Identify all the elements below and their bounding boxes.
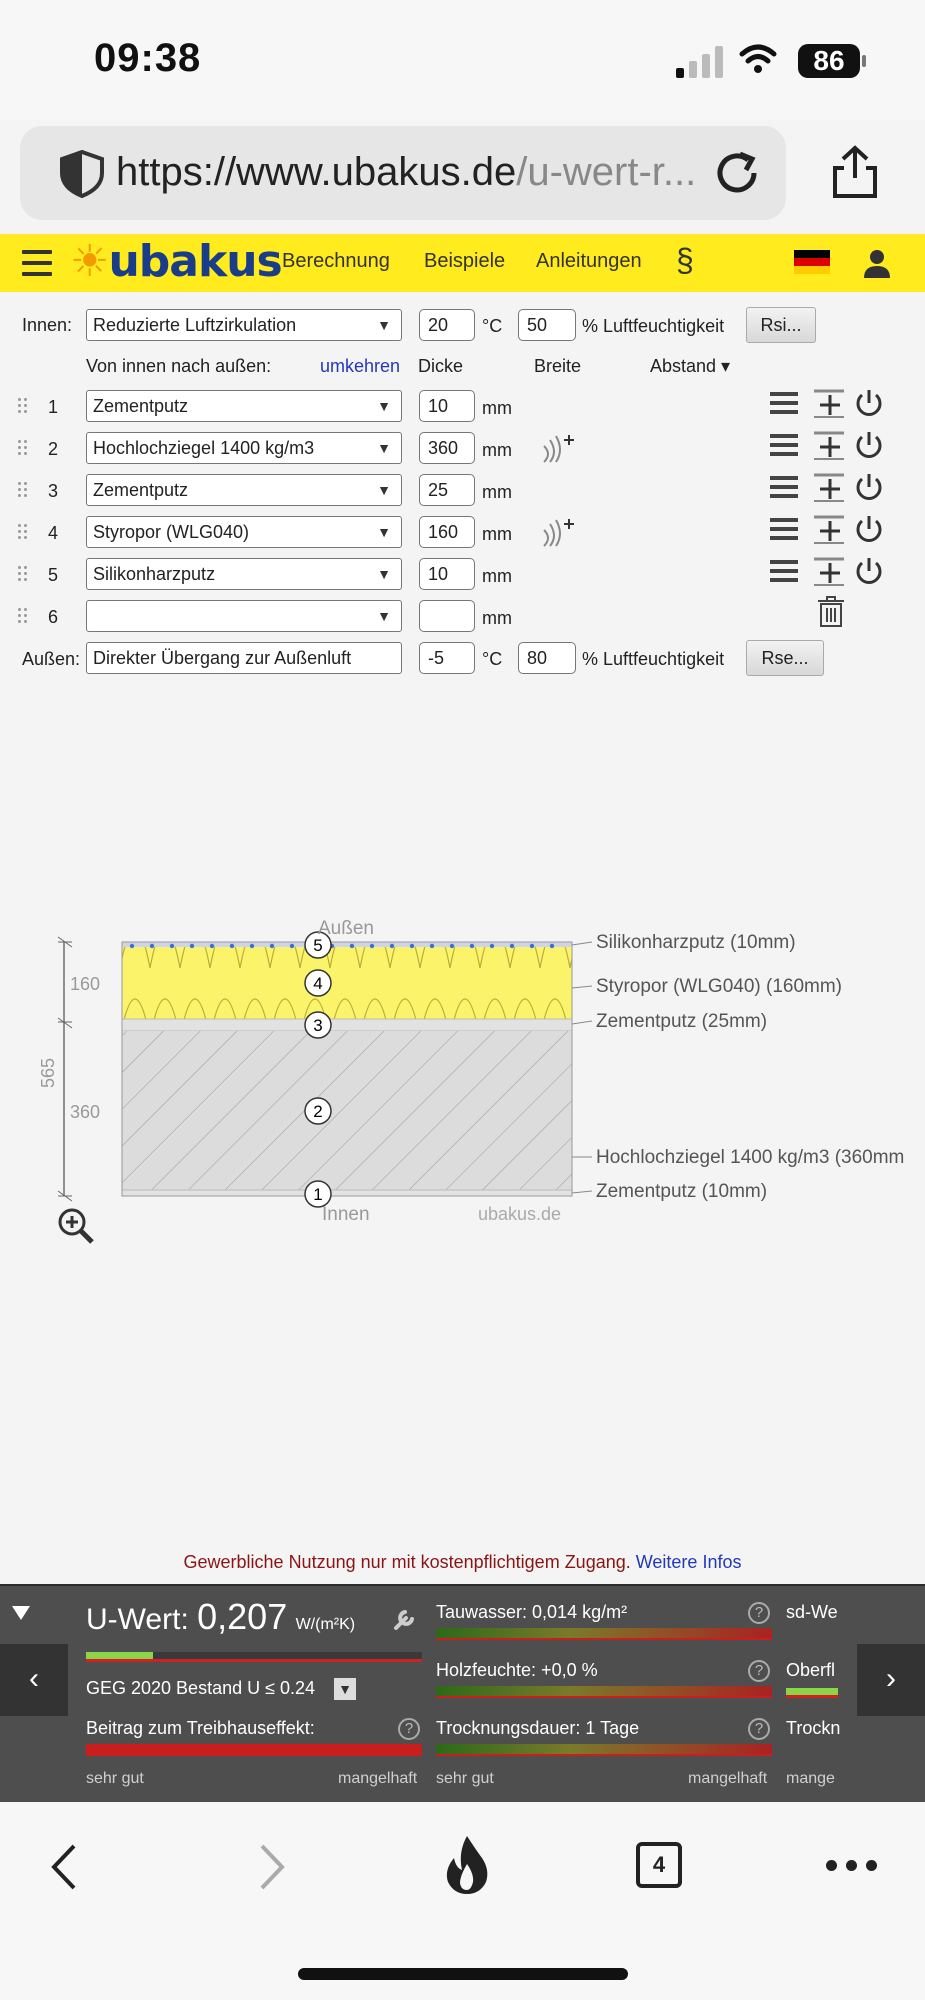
scale-good-label: sehr gut <box>86 1770 144 1787</box>
rsi-button[interactable]: Rsi... <box>746 307 816 343</box>
innen-label: Innen: <box>22 315 73 335</box>
drag-handle-icon[interactable] <box>18 566 28 584</box>
innen-select[interactable] <box>86 309 402 341</box>
thickness-unit: mm <box>482 482 512 502</box>
wall-section-svg <box>0 900 925 1240</box>
dropdown-arrow-icon: ▼ <box>377 566 391 582</box>
legal-link[interactable]: § <box>676 242 694 278</box>
aussen-select[interactable]: Direkter Übergang zur Außenluft <box>86 642 402 674</box>
forward-icon[interactable] <box>254 1842 288 1892</box>
dropdown-arrow-icon: ▼ <box>377 482 391 498</box>
vapor-dot <box>270 944 274 948</box>
leader-line <box>572 986 592 988</box>
innen-select-value: Reduzierte Luftzirkulation <box>93 315 297 335</box>
thickness-header: Dicke <box>418 356 464 376</box>
row-actions <box>770 470 880 506</box>
clock: 09:38 <box>94 36 202 80</box>
drying-time-bar <box>436 1744 772 1756</box>
condensation-bar <box>436 1628 772 1640</box>
aussen-label: Außen: <box>22 649 81 669</box>
row-actions <box>770 428 880 464</box>
material-select-value: Zementputz <box>93 396 189 416</box>
wifi-icon <box>738 42 778 76</box>
row-menu-icon[interactable] <box>770 560 798 582</box>
material-select[interactable] <box>86 432 402 464</box>
wood-component-icon[interactable] <box>540 516 574 550</box>
layer-3-zementputz <box>122 1019 572 1031</box>
material-select[interactable] <box>86 558 402 590</box>
u-value-number: 0,207 <box>197 1596 288 1637</box>
geg-dropdown[interactable]: ▼ <box>334 1678 356 1700</box>
vapor-dot <box>410 944 414 948</box>
dropdown-arrow-icon: ▼ <box>377 317 391 333</box>
fire-icon[interactable] <box>442 1834 492 1896</box>
greenhouse-label: Beitrag zum Treibhauseffekt: <box>86 1718 315 1738</box>
power-icon[interactable] <box>854 514 884 544</box>
vapor-dot <box>370 944 374 948</box>
sd-value-label: sd-We <box>786 1602 838 1622</box>
surface-label: Oberfl <box>786 1660 836 1680</box>
dropdown-arrow-icon: ▼ <box>377 524 391 540</box>
wood-moisture-value: Holzfeuchte: +0,0 % <box>436 1660 598 1680</box>
svg-text:4: 4 <box>313 974 323 993</box>
layer-number: 5 <box>48 565 59 585</box>
thickness-input[interactable]: 160 <box>419 516 475 548</box>
power-icon[interactable] <box>854 430 884 460</box>
innen-humidity-label: % Luftfeuchtigkeit <box>582 316 725 336</box>
legend-hochlochziegel: Hochlochziegel 1400 kg/m3 (360mm <box>596 1147 905 1168</box>
scale-bad-label: mange <box>786 1770 835 1787</box>
row-actions <box>770 386 880 422</box>
geg-requirement: GEG 2020 Bestand U ≤ 0.24 <box>86 1678 316 1698</box>
vapor-dot <box>430 944 434 948</box>
u-value <box>86 1596 355 1638</box>
wall-section-diagram <box>0 900 925 1240</box>
aussen-temp-input[interactable]: -5 <box>419 642 475 674</box>
layer-1-zementputz <box>122 1190 572 1196</box>
layer-5-silikonharzputz <box>122 942 572 947</box>
drying-time-value: Trocknungsdauer: 1 Tage <box>436 1718 640 1738</box>
nav-link-anleitungen[interactable]: Anleitungen <box>536 250 642 272</box>
material-select-value: Hochlochziegel 1400 kg/m3 <box>93 438 315 458</box>
aussen-humidity-label: % Luftfeuchtigkeit <box>582 649 725 669</box>
innen-temp-unit: °C <box>482 316 503 336</box>
dropdown-arrow-icon: ▼ <box>377 440 391 456</box>
vapor-dot <box>510 944 514 948</box>
material-select[interactable] <box>86 474 402 506</box>
leader-line <box>572 942 592 945</box>
outside-label: Außen <box>318 918 374 939</box>
svg-text:2: 2 <box>313 1102 323 1121</box>
thickness-input[interactable]: 25 <box>419 474 475 506</box>
row-menu-icon[interactable] <box>770 518 798 540</box>
insert-layer-icon[interactable] <box>814 388 844 418</box>
innen-temp-input[interactable]: 20 <box>419 309 475 341</box>
legend-zementputz-25: Zementputz (25mm) <box>596 1011 768 1032</box>
u-value-label: U-Wert: <box>86 1603 189 1636</box>
rse-button[interactable]: Rse... <box>746 640 824 676</box>
share-icon[interactable] <box>830 144 880 200</box>
vapor-dot <box>190 944 194 948</box>
thickness-input[interactable]: 360 <box>419 432 475 464</box>
vapor-dot <box>250 944 254 948</box>
layer-2-hochlochziegel <box>122 1031 572 1190</box>
material-select[interactable] <box>86 600 402 632</box>
layer-number: 6 <box>48 607 59 627</box>
insert-layer-icon[interactable] <box>814 556 844 586</box>
material-select-value: Styropor (WLG040) <box>93 522 250 542</box>
help-icon[interactable]: ? <box>748 1602 770 1624</box>
distance-header[interactable]: Abstand ▾ <box>650 356 731 376</box>
layer-number: 3 <box>48 481 59 501</box>
drag-handle-icon[interactable] <box>18 398 28 416</box>
dimension-tick <box>58 1018 72 1028</box>
nav-link-berechnung[interactable]: Berechnung <box>282 250 390 272</box>
material-select-value: Zementputz <box>93 480 189 500</box>
drag-handle-icon[interactable] <box>18 524 28 542</box>
vapor-dot <box>290 944 294 948</box>
url-path: /u-wert-r... <box>516 150 697 194</box>
layer-number: 1 <box>48 397 59 417</box>
vapor-dot <box>130 944 134 948</box>
drying-label: Trockn <box>786 1718 840 1738</box>
innen-humidity-input[interactable]: 50 <box>518 309 576 341</box>
greenhouse-bar <box>86 1744 422 1756</box>
help-icon[interactable]: ? <box>398 1718 420 1740</box>
user-icon[interactable] <box>862 248 892 278</box>
power-icon[interactable] <box>854 472 884 502</box>
power-icon[interactable] <box>854 556 884 586</box>
cellular-signal-icon <box>676 44 724 78</box>
dimension-label-160: 160 <box>70 974 101 994</box>
row-menu-icon[interactable] <box>770 392 798 414</box>
thickness-input[interactable]: 10 <box>419 558 475 590</box>
home-indicator <box>298 1968 628 1980</box>
material-select-value: Silikonharzputz <box>93 564 216 584</box>
legend-zementputz-10: Zementputz (10mm) <box>596 1181 768 1202</box>
trash-icon[interactable] <box>818 596 844 628</box>
reverse-link[interactable]: umkehren <box>320 356 401 376</box>
thickness-unit: mm <box>482 608 512 628</box>
menu-icon[interactable] <box>22 250 52 276</box>
battery-indicator: 86 <box>798 44 860 78</box>
vapor-dot <box>170 944 174 948</box>
battery-tip <box>862 55 866 67</box>
vapor-dot <box>550 944 554 948</box>
layer-marker-4 <box>305 970 331 996</box>
wrench-icon[interactable] <box>392 1606 418 1632</box>
vapor-dot <box>150 944 154 948</box>
drag-handle-icon[interactable] <box>18 440 28 458</box>
svg-text:5: 5 <box>313 936 323 955</box>
status-bar <box>0 0 925 120</box>
site-header <box>0 234 925 292</box>
leader-line <box>572 1021 592 1024</box>
dimension-label-total: 565 <box>38 1057 58 1088</box>
watermark: ubakus.de <box>478 1204 562 1224</box>
dropdown-arrow-icon: ▼ <box>377 398 391 414</box>
legend-silikonharzputz: Silikonharzputz (10mm) <box>596 932 796 953</box>
layer-marker-2 <box>305 1098 331 1124</box>
drag-handle-icon[interactable] <box>18 482 28 500</box>
reload-icon[interactable] <box>710 146 764 200</box>
next-results-button[interactable]: › <box>857 1644 925 1716</box>
layer-number: 4 <box>48 523 59 543</box>
condensation-value: Tauwasser: 0,014 kg/m² <box>436 1602 628 1622</box>
address-bar[interactable] <box>20 126 786 220</box>
tabs-button[interactable]: 4 <box>636 1842 682 1888</box>
svg-text:1: 1 <box>313 1185 323 1204</box>
vapor-dot <box>470 944 474 948</box>
drag-handle-icon[interactable] <box>18 608 28 626</box>
material-select[interactable] <box>86 516 402 548</box>
dimension-label-360: 360 <box>70 1102 101 1122</box>
thickness-input[interactable]: 10 <box>419 390 475 422</box>
material-select[interactable] <box>86 390 402 422</box>
back-icon[interactable] <box>48 1842 82 1892</box>
logo-text: ubakus <box>108 236 282 287</box>
row-actions <box>770 512 880 548</box>
insert-layer-icon[interactable] <box>814 430 844 460</box>
url-text[interactable] <box>116 150 716 195</box>
svg-text:3: 3 <box>313 1016 323 1035</box>
order-label: Von innen nach außen: <box>86 356 272 376</box>
vapor-dot <box>450 944 454 948</box>
shield-icon <box>56 148 108 200</box>
layer-number: 2 <box>48 439 59 459</box>
layer-4-styropor <box>122 947 572 1019</box>
legend-styropor: Styropor (WLG040) (160mm) <box>596 976 843 997</box>
help-icon[interactable]: ? <box>748 1660 770 1682</box>
nav-link-beispiele[interactable]: Beispiele <box>424 250 506 272</box>
url-domain: https://www.ubakus.de <box>116 150 517 194</box>
german-flag-icon[interactable] <box>794 250 830 274</box>
vapor-dot <box>390 944 394 948</box>
width-header: Breite <box>534 356 582 376</box>
collapse-toggle-icon[interactable] <box>12 1606 30 1620</box>
help-icon[interactable]: ? <box>748 1718 770 1740</box>
thickness-unit: mm <box>482 566 512 586</box>
ubakus-logo[interactable] <box>70 236 282 287</box>
row-actions <box>770 554 880 590</box>
results-panel <box>0 1584 925 1802</box>
u-value-bar <box>86 1652 422 1662</box>
leader-line <box>572 1191 592 1193</box>
wood-component-icon[interactable] <box>540 432 574 466</box>
scale-good-label: sehr gut <box>436 1770 494 1787</box>
scale-bad-label: mangelhaft <box>338 1770 418 1787</box>
thickness-input[interactable] <box>419 600 475 632</box>
thickness-unit: mm <box>482 524 512 544</box>
u-value-unit: W/(m²K) <box>295 1616 356 1633</box>
scale-bad-label: mangelhaft <box>688 1770 768 1787</box>
notice-text: Gewerbliche Nutzung nur mit kostenpflichtigem Zugang. <box>183 1552 636 1572</box>
dropdown-arrow-icon: ▼ <box>377 608 391 624</box>
layer-marker-3 <box>305 1012 331 1038</box>
power-icon[interactable] <box>854 388 884 418</box>
insert-layer-icon[interactable] <box>814 514 844 544</box>
row-menu-icon[interactable] <box>770 434 798 456</box>
zoom-in-icon[interactable] <box>56 1206 96 1246</box>
surface-bar <box>786 1688 838 1698</box>
commercial-use-notice <box>0 1552 925 1573</box>
aussen-humidity-input[interactable]: 80 <box>518 642 576 674</box>
prev-results-button[interactable]: ‹ <box>0 1644 68 1716</box>
vapor-dot <box>210 944 214 948</box>
vapor-dot <box>230 944 234 948</box>
thickness-unit: mm <box>482 440 512 460</box>
aussen-temp-unit: °C <box>482 649 503 669</box>
thickness-unit: mm <box>482 398 512 418</box>
inside-label: Innen <box>322 1204 370 1225</box>
vapor-dot <box>490 944 494 948</box>
more-info-link[interactable]: Weitere Infos <box>635 1552 742 1572</box>
insert-layer-icon[interactable] <box>814 472 844 502</box>
u-value-bar-fill <box>86 1652 153 1659</box>
wood-moisture-bar <box>436 1686 772 1698</box>
sun-mark-icon: ☀ <box>70 236 109 287</box>
vapor-dot <box>350 944 354 948</box>
vapor-dot <box>530 944 534 948</box>
row-menu-icon[interactable] <box>770 476 798 498</box>
